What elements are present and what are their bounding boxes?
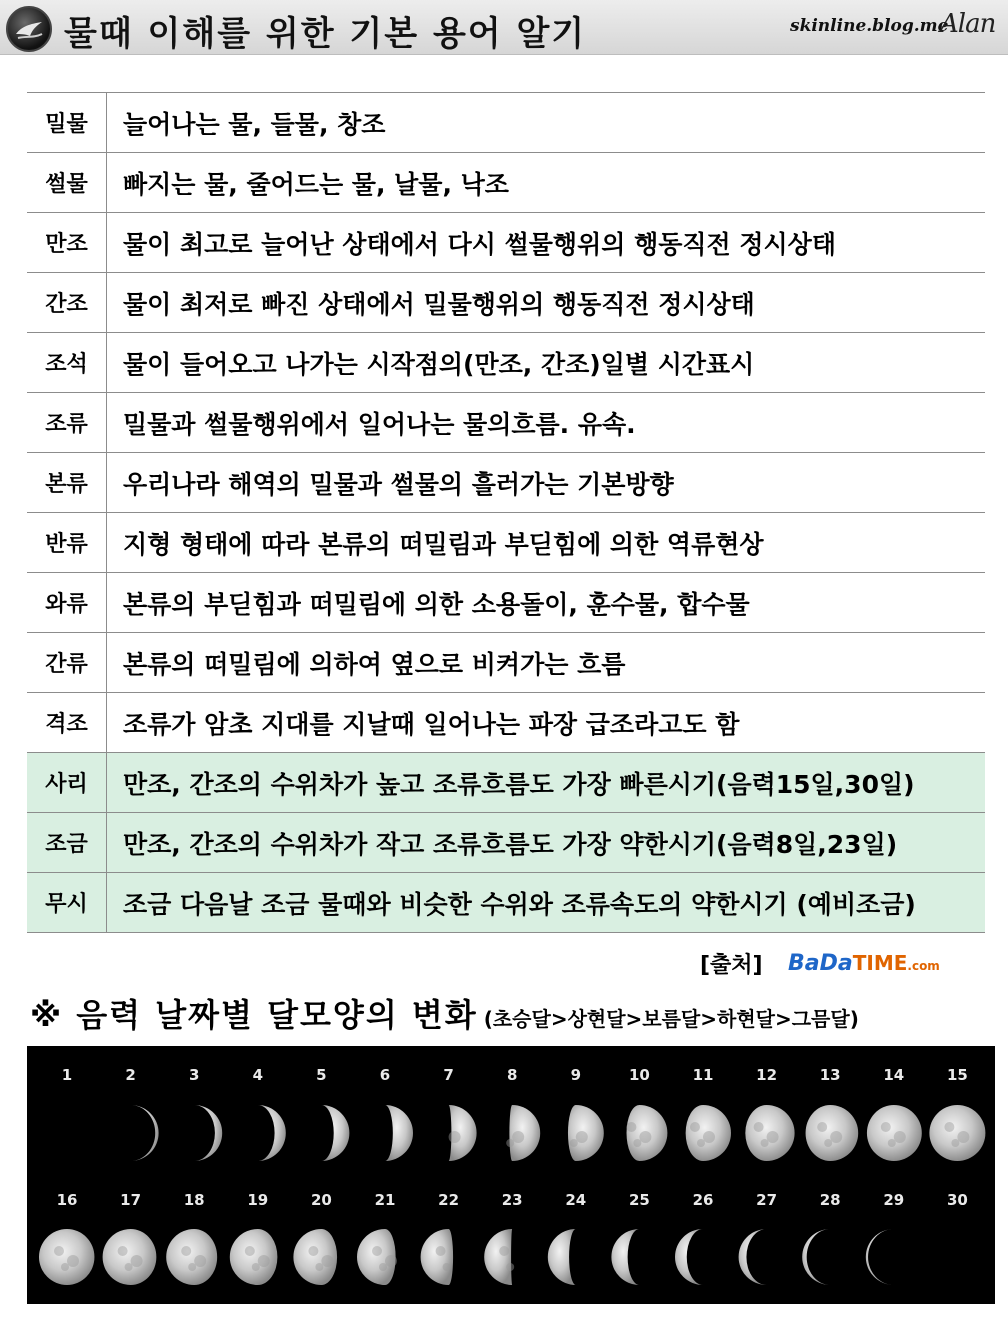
moon-day-number: 7	[443, 1066, 454, 1084]
page-title: 물때 이해를 위한 기본 용어 알기	[64, 14, 587, 54]
term-row	[27, 393, 985, 453]
moon-phase-day	[189, 1066, 222, 1161]
moon-crater	[308, 1246, 318, 1256]
term-name: 무시	[27, 873, 107, 933]
moon-crater	[506, 1263, 514, 1271]
term-name: 밀물	[27, 93, 107, 153]
moon-crater	[67, 1255, 79, 1267]
moon-day-number: 11	[692, 1066, 714, 1084]
moon-day-number: 9	[570, 1066, 582, 1084]
moon-crater	[697, 1139, 705, 1147]
moon-day-number: 30	[946, 1191, 968, 1209]
term-definition: 만조, 간조의 수위차가 높고 조류흐름도 가장 빠른시기(음력15일,30일)	[107, 753, 986, 813]
moon-disc	[866, 1229, 894, 1285]
moon-crater	[881, 1122, 891, 1132]
term-row	[27, 213, 985, 273]
moon-crater	[767, 1131, 779, 1143]
moon-disc	[230, 1229, 278, 1285]
moon-day-number: 27	[756, 1191, 778, 1209]
moon-crater	[188, 1263, 196, 1271]
moon-day-number: 2	[125, 1066, 136, 1084]
term-definition: 우리나라 해역의 밀물과 썰물의 흘러가는 기본방향	[107, 453, 986, 513]
moon-disc	[802, 1229, 830, 1285]
term-row	[27, 813, 985, 873]
moon-day-number: 15	[946, 1066, 968, 1084]
moon-phase-day	[745, 1066, 794, 1161]
moon-phase-day	[675, 1191, 713, 1285]
moon-disc	[739, 1229, 767, 1285]
moon-day-number: 10	[628, 1066, 650, 1084]
moon-phase-day	[802, 1191, 840, 1285]
moon-day-number: 13	[819, 1066, 841, 1084]
term-row	[27, 93, 985, 153]
moon-crater	[125, 1263, 133, 1271]
moon-crater	[181, 1246, 191, 1256]
moon-crater	[817, 1122, 827, 1132]
moon-crater	[512, 1131, 524, 1143]
moon-crater	[576, 1131, 588, 1143]
terms-table	[27, 92, 985, 933]
moon-day-number: 19	[247, 1191, 269, 1209]
term-name: 간조	[27, 273, 107, 333]
moon-crater	[61, 1263, 69, 1271]
moon-day-number: 17	[120, 1191, 142, 1209]
moon-phase-day	[166, 1191, 217, 1285]
term-definition: 늘어나는 물, 들물, 창조	[107, 93, 986, 153]
moon-crater	[245, 1246, 255, 1256]
moon-phase-day	[125, 1066, 158, 1161]
term-row	[27, 753, 985, 813]
moon-day-number: 21	[374, 1191, 396, 1209]
moon-crater	[626, 1122, 636, 1132]
moon-crater	[639, 1131, 651, 1143]
moon-crater	[315, 1263, 323, 1271]
term-definition: 물이 최고로 늘어난 상태에서 다시 썰물행위의 행동직전 정시상태	[107, 213, 986, 273]
term-row	[27, 573, 985, 633]
term-row	[27, 153, 985, 213]
term-definition: 밀물과 썰물행위에서 일어나는 물의흐름. 유속.	[107, 393, 986, 453]
moon-crater	[944, 1122, 954, 1132]
term-name: 사리	[27, 753, 107, 813]
moon-section-subtitle: (초승달>상현달>보름달>하현달>그믐달)	[483, 1007, 859, 1031]
term-row	[27, 453, 985, 513]
term-definition: 조금 다음날 조금 물때와 비슷한 수위와 조류속도의 약한시기 (예비조금)	[107, 873, 986, 933]
moon-phase-day	[421, 1191, 459, 1285]
moon-crater	[761, 1139, 769, 1147]
moon-phase-day	[62, 1066, 72, 1084]
term-definition: 조류가 암초 지대를 지날때 일어나는 파장 급조라고도 함	[107, 693, 986, 753]
moon-phase-day	[506, 1066, 540, 1161]
moon-day-number: 25	[628, 1191, 650, 1209]
moon-crater	[321, 1255, 333, 1267]
moon-crater	[754, 1122, 764, 1132]
moon-disc	[385, 1105, 413, 1161]
moon-disc	[39, 1229, 94, 1285]
moon-day-number: 12	[756, 1066, 778, 1084]
moon-crater	[506, 1139, 514, 1147]
moon-disc	[131, 1105, 159, 1161]
term-name: 와류	[27, 573, 107, 633]
moon-crater	[888, 1139, 896, 1147]
term-definition: 본류의 부딛힘과 떠밀림에 의한 소용돌이, 훈수물, 합수물	[107, 573, 986, 633]
moon-phase-day	[548, 1191, 586, 1285]
moon-phase-day	[867, 1066, 922, 1161]
moon-day-number: 3	[188, 1066, 200, 1084]
term-name: 본류	[27, 453, 107, 513]
term-definition: 지형 형태에 따라 본류의 떠밀림과 부딛힘에 의한 역류현상	[107, 513, 986, 573]
moon-disc	[675, 1229, 703, 1285]
moon-phase-day	[293, 1191, 337, 1285]
moon-phase-day	[316, 1066, 349, 1161]
moon-disc	[867, 1105, 922, 1161]
moon-crater	[830, 1131, 842, 1143]
moon-phase-day	[380, 1066, 413, 1161]
moon-day-number: 28	[819, 1191, 841, 1209]
moon-phase-day	[686, 1066, 731, 1161]
term-row	[27, 693, 985, 753]
brand-com-text: .com	[907, 959, 940, 973]
moon-phase-image	[27, 1046, 995, 1304]
term-definition: 물이 최저로 빠진 상태에서 밀물행위의 행동직전 정시상태	[107, 273, 986, 333]
moon-day-number: 24	[565, 1191, 587, 1209]
moon-day-number: 8	[506, 1066, 518, 1084]
moon-phase-day	[230, 1191, 278, 1285]
brand-bada-text: BaDa	[788, 951, 853, 976]
moon-day-number: 5	[316, 1066, 327, 1084]
moon-crater	[690, 1122, 700, 1132]
moon-phase-day	[929, 1066, 985, 1161]
moon-disc	[258, 1105, 286, 1161]
moon-phase-day	[253, 1066, 286, 1161]
moon-phase-day	[739, 1191, 777, 1285]
moon-crater	[894, 1131, 906, 1143]
moon-crater	[449, 1131, 461, 1143]
moon-phase-day	[484, 1191, 522, 1285]
moon-phase-day	[443, 1066, 476, 1161]
term-row	[27, 513, 985, 573]
term-row	[27, 333, 985, 393]
term-definition: 물이 들어오고 나가는 시작점의(만조, 간조)일별 시간표시	[107, 333, 986, 393]
term-name: 조석	[27, 333, 107, 393]
moon-phase-panel	[27, 1046, 995, 1304]
moon-disc	[103, 1229, 157, 1285]
moon-crater	[499, 1246, 509, 1256]
wave-logo-icon	[6, 6, 52, 52]
moon-phase-day	[626, 1066, 667, 1161]
moon-section-heading	[30, 990, 859, 1036]
moon-day-number: 22	[438, 1191, 460, 1209]
moon-day-number: 1	[61, 1066, 73, 1084]
moon-crater	[194, 1255, 206, 1267]
moon-crater	[443, 1263, 451, 1271]
moon-phase-day	[357, 1191, 397, 1285]
moon-crater	[252, 1263, 260, 1271]
term-definition: 빠지는 물, 줄어드는 물, 날물, 낙조	[107, 153, 986, 213]
source-label: [출처]	[700, 953, 763, 978]
moon-crater	[118, 1246, 128, 1256]
moon-disc	[929, 1105, 985, 1161]
term-name: 반류	[27, 513, 107, 573]
moon-disc	[194, 1105, 222, 1161]
term-definition: 만조, 간조의 수위차가 작고 조류흐름도 가장 약한시기(음력8일,23일)	[107, 813, 986, 873]
moon-crater	[54, 1246, 64, 1256]
term-name: 격조	[27, 693, 107, 753]
moon-disc	[484, 1229, 512, 1285]
term-row	[27, 273, 985, 333]
moon-day-number: 23	[501, 1191, 523, 1209]
moon-phase-day	[947, 1191, 968, 1209]
moon-crater	[703, 1131, 715, 1143]
moon-phase-day	[568, 1066, 604, 1161]
term-name: 만조	[27, 213, 107, 273]
moon-crater	[131, 1255, 143, 1267]
term-row	[27, 633, 985, 693]
moon-day-number: 18	[183, 1191, 205, 1209]
moon-disc	[321, 1105, 349, 1161]
moon-phase-day	[611, 1191, 649, 1285]
badatime-brand-logo[interactable]	[788, 951, 940, 976]
moon-crater	[633, 1139, 641, 1147]
moon-crater	[379, 1263, 387, 1271]
moon-section-title: ※ 음력 날짜별 달모양의 변화	[30, 996, 478, 1034]
author-signature: Alan	[940, 9, 996, 39]
moon-day-number: 14	[883, 1066, 905, 1084]
moon-day-number: 16	[56, 1191, 78, 1209]
term-definition: 본류의 떠밀림에 의하여 옆으로 비켜가는 흐름	[107, 633, 986, 693]
term-name: 썰물	[27, 153, 107, 213]
term-name: 조류	[27, 393, 107, 453]
moon-day-number: 26	[692, 1191, 714, 1209]
moon-disc	[548, 1229, 576, 1285]
moon-crater	[824, 1139, 832, 1147]
page-header	[0, 0, 1008, 55]
moon-day-number: 20	[310, 1191, 332, 1209]
moon-crater	[570, 1139, 578, 1147]
moon-crater	[385, 1255, 397, 1267]
moon-crater	[951, 1139, 959, 1147]
term-name: 간류	[27, 633, 107, 693]
moon-crater	[957, 1131, 969, 1143]
blog-url: skinline.blog.me	[790, 16, 949, 36]
moon-day-number: 29	[883, 1191, 905, 1209]
moon-crater	[258, 1255, 270, 1267]
moon-day-number: 6	[379, 1066, 391, 1084]
moon-phase-day	[39, 1191, 94, 1285]
term-name: 조금	[27, 813, 107, 873]
moon-disc	[166, 1229, 217, 1285]
moon-disc	[611, 1229, 639, 1285]
moon-crater	[372, 1246, 382, 1256]
term-row	[27, 873, 985, 933]
moon-day-number: 4	[252, 1066, 264, 1084]
moon-phase-day	[866, 1191, 904, 1285]
moon-disc	[421, 1229, 453, 1285]
moon-phase-day	[806, 1066, 859, 1161]
brand-time-text: TIME	[852, 951, 908, 975]
moon-phase-day	[103, 1191, 157, 1285]
moon-crater	[436, 1246, 446, 1256]
